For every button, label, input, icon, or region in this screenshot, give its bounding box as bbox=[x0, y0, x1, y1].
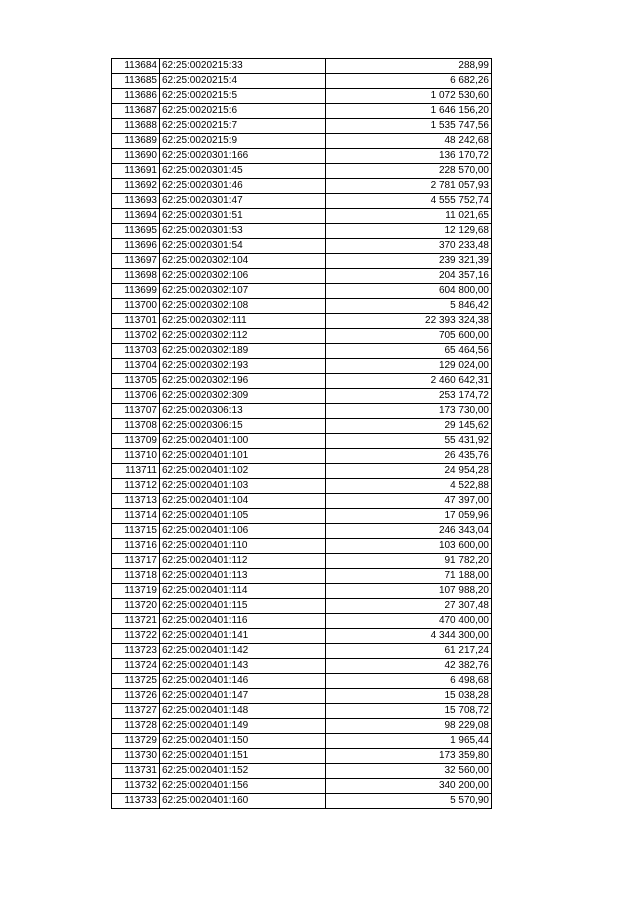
row-number-cell: 113697 bbox=[112, 254, 160, 269]
row-number-cell: 113699 bbox=[112, 284, 160, 299]
value-cell: 136 170,72 bbox=[326, 149, 492, 164]
cadastral-number-cell: 62:25:0020301:166 bbox=[160, 149, 326, 164]
table-row bbox=[112, 434, 492, 449]
table-row bbox=[112, 314, 492, 329]
value-cell: 15 038,28 bbox=[326, 689, 492, 704]
cadastral-number-cell: 62:25:0020401:105 bbox=[160, 509, 326, 524]
value-cell: 47 397,00 bbox=[326, 494, 492, 509]
row-number-cell: 113705 bbox=[112, 374, 160, 389]
cadastral-number-cell: 62:25:0020401:116 bbox=[160, 614, 326, 629]
row-number-cell: 113726 bbox=[112, 689, 160, 704]
cadastral-number-cell: 62:25:0020401:148 bbox=[160, 704, 326, 719]
value-cell: 1 535 747,56 bbox=[326, 119, 492, 134]
cadastral-number-cell: 62:25:0020302:104 bbox=[160, 254, 326, 269]
table-row bbox=[112, 104, 492, 119]
value-cell: 5 846,42 bbox=[326, 299, 492, 314]
table-row bbox=[112, 284, 492, 299]
cadastral-number-cell: 62:25:0020301:51 bbox=[160, 209, 326, 224]
cadastral-number-cell: 62:25:0020215:4 bbox=[160, 74, 326, 89]
cadastral-number-cell: 62:25:0020401:102 bbox=[160, 464, 326, 479]
table-row bbox=[112, 404, 492, 419]
table-row bbox=[112, 134, 492, 149]
row-number-cell: 113733 bbox=[112, 794, 160, 809]
row-number-cell: 113713 bbox=[112, 494, 160, 509]
row-number-cell: 113711 bbox=[112, 464, 160, 479]
table-row bbox=[112, 299, 492, 314]
cadastral-number-cell: 62:25:0020401:147 bbox=[160, 689, 326, 704]
table-row bbox=[112, 734, 492, 749]
cadastral-number-cell: 62:25:0020401:151 bbox=[160, 749, 326, 764]
cadastral-number-cell: 62:25:0020302:112 bbox=[160, 329, 326, 344]
cadastral-number-cell: 62:25:0020302:193 bbox=[160, 359, 326, 374]
table-row bbox=[112, 584, 492, 599]
row-number-cell: 113690 bbox=[112, 149, 160, 164]
value-cell: 91 782,20 bbox=[326, 554, 492, 569]
table-row bbox=[112, 119, 492, 134]
value-cell: 6 498,68 bbox=[326, 674, 492, 689]
table-row bbox=[112, 659, 492, 674]
cadastral-number-cell: 62:25:0020215:9 bbox=[160, 134, 326, 149]
value-cell: 2 781 057,93 bbox=[326, 179, 492, 194]
table-row bbox=[112, 569, 492, 584]
value-cell: 288,99 bbox=[326, 59, 492, 74]
table-row bbox=[112, 539, 492, 554]
row-number-cell: 113684 bbox=[112, 59, 160, 74]
row-number-cell: 113731 bbox=[112, 764, 160, 779]
cadastral-number-cell: 62:25:0020215:5 bbox=[160, 89, 326, 104]
cadastral-number-cell: 62:25:0020401:149 bbox=[160, 719, 326, 734]
row-number-cell: 113686 bbox=[112, 89, 160, 104]
table-row bbox=[112, 209, 492, 224]
value-cell: 65 464,56 bbox=[326, 344, 492, 359]
table-row bbox=[112, 239, 492, 254]
table-row bbox=[112, 74, 492, 89]
table-row bbox=[112, 344, 492, 359]
value-cell: 1 965,44 bbox=[326, 734, 492, 749]
row-number-cell: 113720 bbox=[112, 599, 160, 614]
table-row bbox=[112, 59, 492, 74]
table-row bbox=[112, 419, 492, 434]
row-number-cell: 113710 bbox=[112, 449, 160, 464]
table-row bbox=[112, 389, 492, 404]
row-number-cell: 113692 bbox=[112, 179, 160, 194]
row-number-cell: 113691 bbox=[112, 164, 160, 179]
table-row bbox=[112, 89, 492, 104]
cadastral-number-cell: 62:25:0020302:196 bbox=[160, 374, 326, 389]
cadastral-number-cell: 62:25:0020301:45 bbox=[160, 164, 326, 179]
row-number-cell: 113722 bbox=[112, 629, 160, 644]
row-number-cell: 113723 bbox=[112, 644, 160, 659]
row-number-cell: 113724 bbox=[112, 659, 160, 674]
row-number-cell: 113688 bbox=[112, 119, 160, 134]
value-cell: 173 730,00 bbox=[326, 404, 492, 419]
cadastral-number-cell: 62:25:0020301:53 bbox=[160, 224, 326, 239]
value-cell: 15 708,72 bbox=[326, 704, 492, 719]
table-row bbox=[112, 719, 492, 734]
cadastral-number-cell: 62:25:0020302:111 bbox=[160, 314, 326, 329]
value-cell: 4 344 300,00 bbox=[326, 629, 492, 644]
table-row bbox=[112, 644, 492, 659]
row-number-cell: 113727 bbox=[112, 704, 160, 719]
table-row bbox=[112, 164, 492, 179]
value-cell: 12 129,68 bbox=[326, 224, 492, 239]
row-number-cell: 113695 bbox=[112, 224, 160, 239]
value-cell: 228 570,00 bbox=[326, 164, 492, 179]
value-cell: 340 200,00 bbox=[326, 779, 492, 794]
row-number-cell: 113702 bbox=[112, 329, 160, 344]
row-number-cell: 113729 bbox=[112, 734, 160, 749]
cadastral-number-cell: 62:25:0020301:47 bbox=[160, 194, 326, 209]
row-number-cell: 113718 bbox=[112, 569, 160, 584]
cadastral-number-cell: 62:25:0020401:152 bbox=[160, 764, 326, 779]
value-cell: 4 522,88 bbox=[326, 479, 492, 494]
value-cell: 32 560,00 bbox=[326, 764, 492, 779]
cadastral-number-cell: 62:25:0020302:309 bbox=[160, 389, 326, 404]
row-number-cell: 113715 bbox=[112, 524, 160, 539]
value-cell: 98 229,08 bbox=[326, 719, 492, 734]
value-cell: 42 382,76 bbox=[326, 659, 492, 674]
cadastral-number-cell: 62:25:0020301:46 bbox=[160, 179, 326, 194]
table-row bbox=[112, 749, 492, 764]
table-row bbox=[112, 764, 492, 779]
cadastral-number-cell: 62:25:0020401:156 bbox=[160, 779, 326, 794]
row-number-cell: 113704 bbox=[112, 359, 160, 374]
cadastral-number-cell: 62:25:0020401:103 bbox=[160, 479, 326, 494]
row-number-cell: 113700 bbox=[112, 299, 160, 314]
value-cell: 17 059,96 bbox=[326, 509, 492, 524]
table-row bbox=[112, 704, 492, 719]
row-number-cell: 113685 bbox=[112, 74, 160, 89]
value-cell: 26 435,76 bbox=[326, 449, 492, 464]
row-number-cell: 113693 bbox=[112, 194, 160, 209]
value-cell: 470 400,00 bbox=[326, 614, 492, 629]
table-row bbox=[112, 629, 492, 644]
table-row bbox=[112, 329, 492, 344]
cadastral-number-cell: 62:25:0020301:54 bbox=[160, 239, 326, 254]
table-row bbox=[112, 149, 492, 164]
value-cell: 705 600,00 bbox=[326, 329, 492, 344]
table-row bbox=[112, 674, 492, 689]
value-cell: 55 431,92 bbox=[326, 434, 492, 449]
row-number-cell: 113728 bbox=[112, 719, 160, 734]
value-cell: 4 555 752,74 bbox=[326, 194, 492, 209]
table-row bbox=[112, 524, 492, 539]
value-cell: 604 800,00 bbox=[326, 284, 492, 299]
table-row bbox=[112, 374, 492, 389]
cadastral-number-cell: 62:25:0020215:7 bbox=[160, 119, 326, 134]
row-number-cell: 113721 bbox=[112, 614, 160, 629]
table-row bbox=[112, 179, 492, 194]
value-cell: 173 359,80 bbox=[326, 749, 492, 764]
table-body bbox=[112, 59, 492, 809]
value-cell: 1 072 530,60 bbox=[326, 89, 492, 104]
row-number-cell: 113717 bbox=[112, 554, 160, 569]
cadastral-number-cell: 62:25:0020401:141 bbox=[160, 629, 326, 644]
value-cell: 1 646 156,20 bbox=[326, 104, 492, 119]
table-row bbox=[112, 269, 492, 284]
value-cell: 2 460 642,31 bbox=[326, 374, 492, 389]
cadastral-number-cell: 62:25:0020401:106 bbox=[160, 524, 326, 539]
cadastral-number-cell: 62:25:0020401:115 bbox=[160, 599, 326, 614]
value-cell: 253 174,72 bbox=[326, 389, 492, 404]
table-row bbox=[112, 599, 492, 614]
value-cell: 48 242,68 bbox=[326, 134, 492, 149]
value-cell: 61 217,24 bbox=[326, 644, 492, 659]
cadastral-number-cell: 62:25:0020401:143 bbox=[160, 659, 326, 674]
row-number-cell: 113732 bbox=[112, 779, 160, 794]
row-number-cell: 113719 bbox=[112, 584, 160, 599]
row-number-cell: 113707 bbox=[112, 404, 160, 419]
row-number-cell: 113712 bbox=[112, 479, 160, 494]
cadastral-number-cell: 62:25:0020401:100 bbox=[160, 434, 326, 449]
cadastral-number-cell: 62:25:0020215:6 bbox=[160, 104, 326, 119]
row-number-cell: 113701 bbox=[112, 314, 160, 329]
value-cell: 6 682,26 bbox=[326, 74, 492, 89]
row-number-cell: 113694 bbox=[112, 209, 160, 224]
table-row bbox=[112, 509, 492, 524]
cadastral-number-cell: 62:25:0020401:142 bbox=[160, 644, 326, 659]
value-cell: 27 307,48 bbox=[326, 599, 492, 614]
table-row bbox=[112, 614, 492, 629]
row-number-cell: 113725 bbox=[112, 674, 160, 689]
value-cell: 204 357,16 bbox=[326, 269, 492, 284]
table-row bbox=[112, 494, 492, 509]
row-number-cell: 113698 bbox=[112, 269, 160, 284]
table-row bbox=[112, 194, 492, 209]
table-row bbox=[112, 794, 492, 809]
table-row bbox=[112, 359, 492, 374]
value-cell: 370 233,48 bbox=[326, 239, 492, 254]
table-row bbox=[112, 479, 492, 494]
cadastral-number-cell: 62:25:0020306:13 bbox=[160, 404, 326, 419]
cadastral-number-cell: 62:25:0020401:146 bbox=[160, 674, 326, 689]
cadastral-number-cell: 62:25:0020401:110 bbox=[160, 539, 326, 554]
value-cell: 5 570,90 bbox=[326, 794, 492, 809]
value-cell: 24 954,28 bbox=[326, 464, 492, 479]
value-cell: 246 343,04 bbox=[326, 524, 492, 539]
value-cell: 11 021,65 bbox=[326, 209, 492, 224]
cadastral-number-cell: 62:25:0020401:112 bbox=[160, 554, 326, 569]
row-number-cell: 113708 bbox=[112, 419, 160, 434]
table-row bbox=[112, 464, 492, 479]
row-number-cell: 113689 bbox=[112, 134, 160, 149]
row-number-cell: 113687 bbox=[112, 104, 160, 119]
cadastral-number-cell: 62:25:0020215:33 bbox=[160, 59, 326, 74]
cadastral-number-cell: 62:25:0020401:113 bbox=[160, 569, 326, 584]
value-cell: 103 600,00 bbox=[326, 539, 492, 554]
cadastral-number-cell: 62:25:0020401:101 bbox=[160, 449, 326, 464]
cadastral-number-cell: 62:25:0020302:106 bbox=[160, 269, 326, 284]
value-cell: 29 145,62 bbox=[326, 419, 492, 434]
cadastral-number-cell: 62:25:0020401:114 bbox=[160, 584, 326, 599]
row-number-cell: 113709 bbox=[112, 434, 160, 449]
table-row bbox=[112, 689, 492, 704]
row-number-cell: 113730 bbox=[112, 749, 160, 764]
cadastral-number-cell: 62:25:0020302:108 bbox=[160, 299, 326, 314]
row-number-cell: 113703 bbox=[112, 344, 160, 359]
value-cell: 129 024,00 bbox=[326, 359, 492, 374]
row-number-cell: 113696 bbox=[112, 239, 160, 254]
cadastral-number-cell: 62:25:0020401:104 bbox=[160, 494, 326, 509]
cadastral-number-cell: 62:25:0020306:15 bbox=[160, 419, 326, 434]
cadastral-number-cell: 62:25:0020302:189 bbox=[160, 344, 326, 359]
row-number-cell: 113706 bbox=[112, 389, 160, 404]
value-cell: 107 988,20 bbox=[326, 584, 492, 599]
cadastral-number-cell: 62:25:0020401:160 bbox=[160, 794, 326, 809]
table-row bbox=[112, 224, 492, 239]
cadastral-value-table bbox=[111, 58, 492, 809]
cadastral-number-cell: 62:25:0020401:150 bbox=[160, 734, 326, 749]
table-row bbox=[112, 554, 492, 569]
table-row bbox=[112, 449, 492, 464]
value-cell: 22 393 324,38 bbox=[326, 314, 492, 329]
table-row bbox=[112, 779, 492, 794]
value-cell: 239 321,39 bbox=[326, 254, 492, 269]
value-cell: 71 188,00 bbox=[326, 569, 492, 584]
cadastral-number-cell: 62:25:0020302:107 bbox=[160, 284, 326, 299]
row-number-cell: 113714 bbox=[112, 509, 160, 524]
table-row bbox=[112, 254, 492, 269]
row-number-cell: 113716 bbox=[112, 539, 160, 554]
